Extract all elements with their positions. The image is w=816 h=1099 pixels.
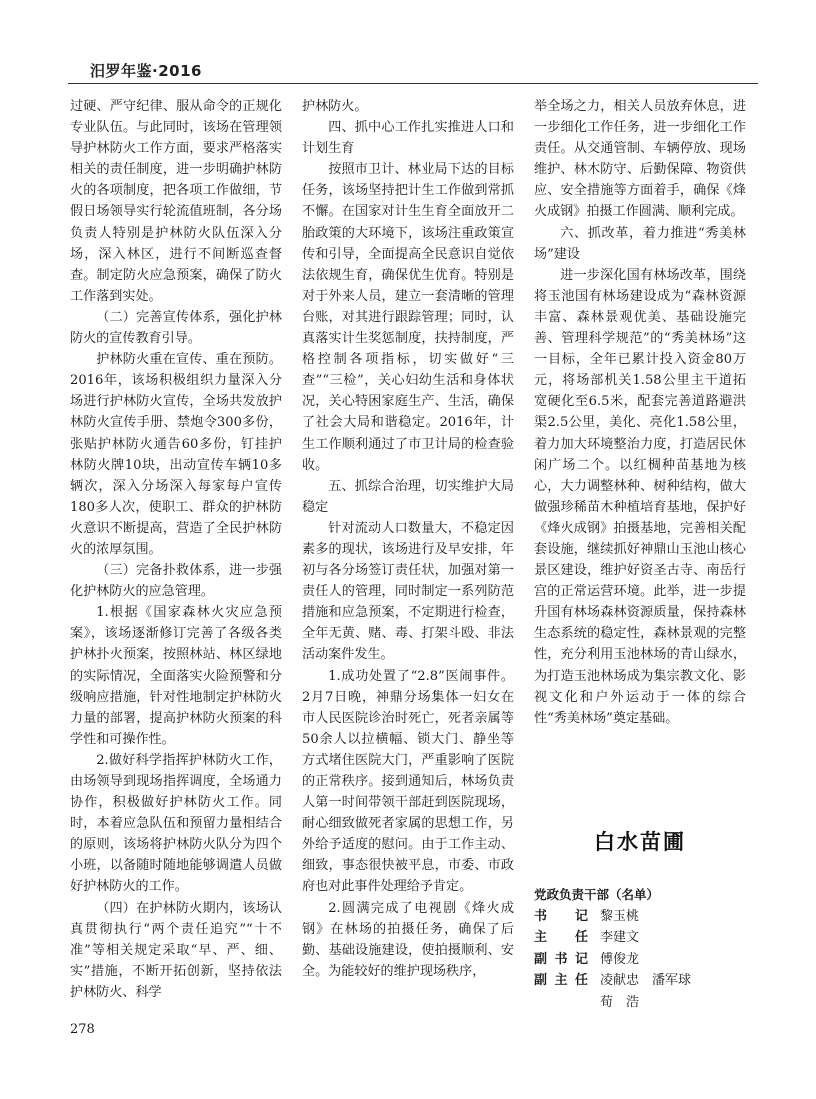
roster-row	[534, 927, 746, 949]
roster-role	[534, 992, 600, 1014]
roster-row	[534, 949, 746, 971]
running-header	[68, 56, 758, 82]
roster-heading: 党政负责干部（名单）	[534, 887, 660, 902]
heading-comprehensive-governance: 五、抓综合治理，切实维护大局稳定	[302, 478, 514, 515]
paragraph: 按照市卫计、林业局下达的目标任务，该场坚持把计生工作做到常抓不懈。在国家对计生生育全面放开二胎政策的大环境下，该场注重政策宣传和引导，全面提高全民意识自觉依法依规生育，确保优生优育。特别是对于外来人员，建立一套清晰的管理台账，对其进行跟踪管理；同时，认真落实计生奖惩制度，扶持制度，严格控制各项指标，切实做好“三查”“三检”，关心妇幼生活和身体状况，关心特困家庭生产、生活，确保了社会大局和谐稳定。2016年，计生工作顺利通过了市卫计局的检查验收。	[302, 162, 514, 473]
roster-role: 副 书 记	[534, 951, 588, 967]
section-title: 白水苗圃	[594, 830, 686, 854]
roster-names: 凌献忠 潘军球	[600, 973, 692, 988]
header-divider	[68, 83, 758, 84]
heading-reform: 六、抓改革，着力推进“秀美林场”建设	[534, 225, 746, 262]
paragraph: 举全场之力，相关人员放弃休息，进一步细化工作任务，进一步细化工作责任。从交通管制、车辆停放、现场维护、林木防守、后勤保障、物资供应、安全措施等方面着手，确保《烽火成钢》拍摄工作圆满、顺利完成。	[534, 99, 746, 220]
roster-role: 副 主 任	[534, 973, 588, 988]
paragraph: 过硬、严守纪律、服从命令的正规化专业队伍。与此同时，该场在管理领导护林防火工作方面，要求严格落实相关的责任制度，进一步明确护林防火的各项制度，把各项工作做细，节假日场领导实行轮流值班制，各分场负责人特别是护林防火队伍深入分场，深入林区，进行不间断巡查督查。制定防火应急预案，确保了防火工作落到实处。	[70, 99, 282, 304]
paragraph: 2.做好科学指挥护林防火工作，由场领导到现场指挥调度，全场通力协作，积极做好护林防火工作。同时，本着应急队伍和预留力量相结合的原则，该场将护林防火队分为四个小班，以备随时随地能够调遣人员做好护林防火的工作。	[70, 752, 282, 895]
roster-names: 傅俊龙	[600, 951, 640, 967]
paragraph: 1.根据《国家森林火灾应急预案》，该场逐渐修订完善了各级各类护林扑火预案，按照林站、林区绿地的实际情况，全面落实火险预警和分级响应措施，针对性地制定护林防火力量的部署，提高护林防火预案的科学性和可操作性。	[70, 605, 282, 747]
heading-family-planning: 四、抓中心工作扎实推进人口和计划生育	[302, 120, 514, 157]
roster-role: 主 任	[534, 930, 588, 945]
roster-row	[534, 970, 746, 992]
roster-row	[534, 906, 746, 928]
page-number: 278	[70, 1022, 95, 1037]
roster-names: 荀 浩	[600, 994, 640, 1010]
leadership-roster	[534, 884, 746, 1013]
paragraph: 护林防火。	[302, 99, 368, 114]
paragraph: 1.成功处置了“2.8”医闹事件。2月7日晚，神鼎分场集体一妇女在市人民医院诊治时死亡，死者亲属等50余人以拉横幅、锁大门、静坐等方式堵住医院大门，严重影响了医院的正常秩序。接到通知后，林场负责人第一时间带领干部赶到医院现场，耐心细致做死者家属的思想工作，另外给予适度的慰问。由于工作主动、细致，事态很快被平息，市委、市政府也对此事件处理给予肯定。	[302, 668, 514, 895]
roster-names: 李建文	[600, 930, 640, 945]
text-column-1	[70, 96, 282, 1003]
yearbook-title: 汨罗年鉴·2016	[90, 62, 202, 80]
text-column-3	[534, 96, 746, 729]
roster-row	[534, 992, 746, 1014]
paragraph: 2.圆满完成了电视剧《烽火成钢》在林场的拍摄任务，确保了后勤、基础设施建设，使拍摄顺利、安全。为能较好的维护现场秩序，	[302, 900, 514, 979]
text-column-2	[302, 96, 514, 982]
paragraph: 进一步深化国有林场改革，围绕将玉池国有林场建设成为“森林资源丰富、森林景观优美、基础设施完善、管理科学规范”的“秀美林场”这一目标，全年已累计投入资金80万元，将场部机关1.58公里主干道拓宽硬化至6.5米，配套完善道路避洪渠2.5公里，美化、亮化1.58公里，着力加大环境整治力度，打造居民休闲广场二个。以红椆种苗基地为核心，大力调整林种、树种结构，做大做强珍稀苗木种植培育基地，保护好《烽火成钢》拍摄基地，完善相关配套设施，继续抓好神鼎山玉池山核心景区建设，维护好资圣古寺、南岳行宫的正常运营环境。此举，进一步提升国有林场森林资源质量，保持森林生态系统的稳定性，森林景观的完整性，充分利用玉池林场的青山绿水，为打造玉池林场成为集宗教文化、影视文化和户外运动于一体的综合性“秀美林场”奠定基础。	[534, 267, 746, 726]
subheading-publicity: （二）完善宣传体系，强化护林防火的宣传教育引导。	[70, 309, 282, 347]
paragraph: 护林防火重在宣传、重在预防。2016年，该场积极组织力量深入分场进行护林防火宣传，全场共发放护林防火宣传手册、禁炮令300多份，张贴护林防火通告60多份，钉挂护林防火牌10块，出动宣传车辆10多辆次，深入分场深入每家每户宣传180多人次，使职工、群众的护林防火意识不断提高，营造了全民护林防火的浓厚氛围。	[70, 352, 282, 557]
subheading-rescue-system: （三）完备扑救体系，进一步强化护林防火的应急管理。	[70, 563, 282, 600]
roster-names: 黎玉桃	[600, 908, 640, 924]
roster-role: 书 记	[534, 908, 588, 924]
paragraph: 针对流动人口数量大，不稳定因素多的现状，该场进行及早安排，年初与各分场签订责任状，加强对第一责任人的管理，同时制定一系列防范措施和应急预案，不定期进行检查，全年无黄、赌、毒、打架斗殴、非法活动案件发生。	[302, 520, 514, 663]
paragraph: （四）在护林防火期内，该场认真贯彻执行“两个责任追究”“十不准”等相关规定采取“早、严、细、实”措施，不断开拓创新，坚持依法护林防火、科学	[70, 900, 282, 1000]
